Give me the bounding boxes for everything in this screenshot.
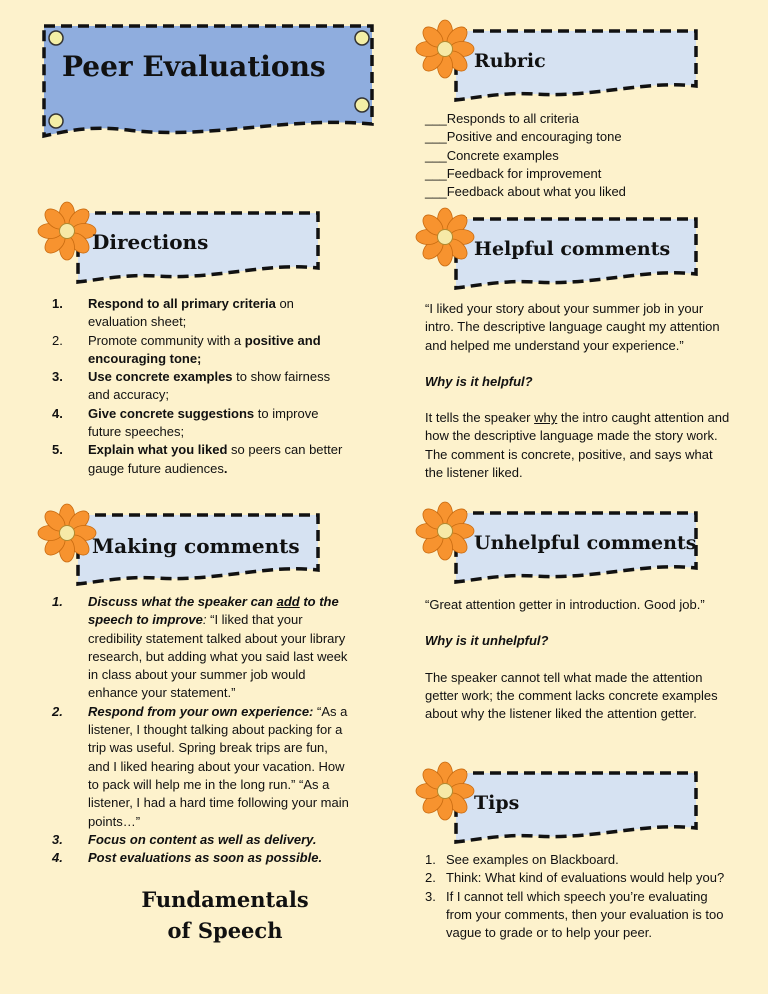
list-item: 1. Discuss what the speaker can add to the speech to improve: “I liked that your credibility statement talked about your library research, but adding what you said last week in class about your summer job would enhance your statement.” [52, 594, 348, 701]
helpful-comments-banner [414, 206, 704, 290]
list-item: 2. Think: What kind of evaluations would help you? [425, 870, 725, 886]
list-item: ___Feedback about what you liked [425, 184, 626, 200]
list-item: 2. Respond from your own experience: “As a listener, I thought talking about packing for a trip was useful. Spring break trips are fun, and I liked hearing about your vacation. How to pack will help me in the long run.” “As a listener, I had a hard time following your main points…” [52, 703, 349, 829]
list-item: 5. Explain what you liked so peers can better gauge future audiences. [52, 442, 343, 476]
list-item: 4. Give concrete suggestions to improve future speeches; [52, 405, 319, 440]
flower-icon [414, 500, 476, 562]
tips-banner [414, 760, 704, 844]
unhelpful-comments-body [425, 596, 730, 723]
unhelpful-question: Why is it unhelpful? [425, 633, 549, 649]
helpful-quote: “I liked your story about your summer job in your intro. The descriptive language caught my attention and helped me understand your experience.” [425, 301, 720, 353]
list-item: 3. Focus on content as well as delivery. [52, 831, 317, 847]
tack-bottom-right-icon [355, 98, 369, 112]
flower-icon [36, 502, 98, 564]
list-item: 1. Respond to all primary criteria on evaluation sheet; [52, 296, 294, 330]
tips-heading: Tips [474, 792, 520, 814]
unhelpful-quote: “Great attention getter in introduction. Good job.” [425, 597, 705, 612]
tack-bottom-left-icon [49, 114, 63, 128]
flower-icon [414, 760, 476, 822]
course-title-line1: Fundamentals [141, 887, 309, 912]
helpful-question: Why is it helpful? [425, 373, 533, 389]
directions-heading: Directions [92, 230, 209, 254]
list-item: 3. If I cannot tell which speech you’re evaluating from your comments, then your evaluation is too vague to grade or to help your peer. [425, 888, 724, 941]
rubric-heading: Rubric [474, 50, 546, 72]
title-banner [38, 20, 378, 140]
tack-top-right-icon [355, 31, 369, 45]
list-item: 2. Promote community with a positive and encouraging tone; [52, 332, 321, 366]
course-title [100, 884, 350, 946]
course-title-line2: of Speech [167, 918, 283, 943]
making-comments-banner [36, 502, 326, 586]
list-item: 1. See examples on Blackboard. [425, 852, 619, 867]
making-comments-list [52, 593, 352, 867]
flower-icon [36, 200, 98, 262]
helpful-comments-body [425, 300, 730, 482]
directions-banner [36, 200, 326, 284]
list-item: 4. Post evaluations as soon as possible. [52, 850, 323, 866]
list-item: 3. Use concrete examples to show fairness and accuracy; [52, 369, 331, 403]
tips-list [425, 851, 725, 942]
helpful-comments-heading: Helpful comments [474, 238, 671, 260]
flower-icon [414, 18, 476, 80]
rubric-banner [414, 18, 704, 102]
list-item: ___Responds to all criteria [425, 111, 579, 126]
unhelpful-comments-heading: Unhelpful comments [474, 532, 697, 554]
page-title: Peer Evaluations [62, 50, 326, 83]
directions-list [52, 295, 352, 478]
unhelpful-comments-banner [414, 500, 704, 584]
rubric-list [425, 110, 745, 201]
list-item: ___Feedback for improvement [425, 165, 602, 181]
making-comments-heading: Making comments [92, 534, 300, 558]
list-item: ___Concrete examples [425, 147, 559, 163]
helpful-answer: It tells the speaker why the intro caught attention and how the descriptive language made the story work. The comment is concrete, positive, and says what the listener liked. [425, 410, 730, 481]
tack-top-left-icon [49, 31, 63, 45]
unhelpful-answer: The speaker cannot tell what made the attention getter work; the comment lacks concrete examples about why the listener liked the attention getter. [425, 669, 718, 722]
list-item: ___Positive and encouraging tone [425, 129, 622, 145]
flower-icon [414, 206, 476, 268]
